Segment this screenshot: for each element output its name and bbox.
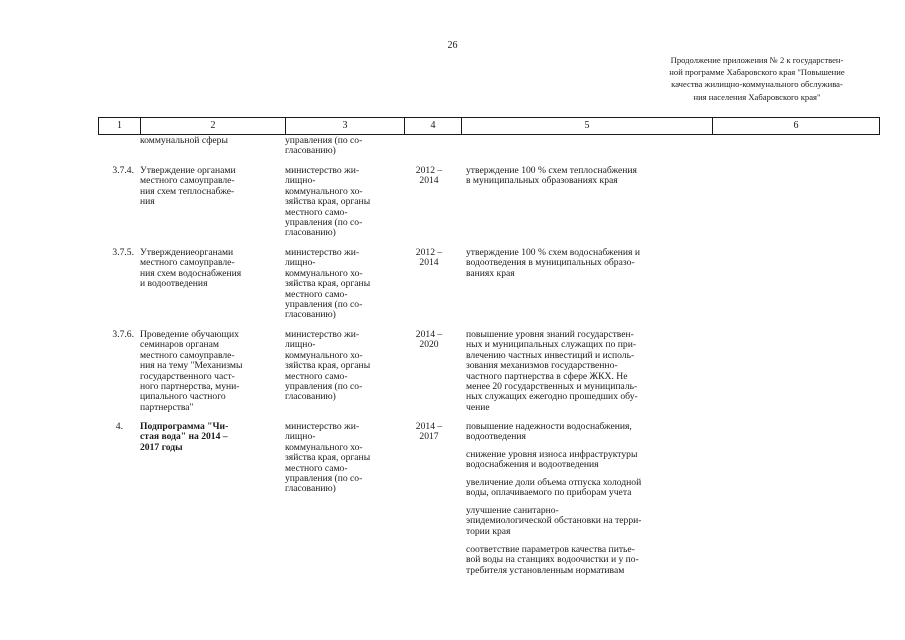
subprogram-title: Подпрограмма "Чи- стая вода" на 2014 – 2017 годы [140,421,229,453]
row-number: 3.7.6. [112,329,134,340]
column-header-2: 2 [141,118,286,135]
activity-executor: министерство жи- лищно- коммунального хо- зяйства края, органы местного само- управления (по со- гласованию) [285,247,371,321]
column-number-header [98,117,880,135]
activity-period: 2012 – 2014 [415,247,443,269]
column-header-5: 5 [462,118,713,135]
activity-result: утверждение 100 % схем теплоснабжения в муниципальных образованиях края [466,165,637,187]
activity-title: Проведение обучающих семинаров органам местного самоуправле- ния на тему "Механизмы государственного част- ного партнерства, муни- ципального частного партнерства" [140,329,243,413]
activity-executor: министерство жи- лищно- коммунального хо- зяйства края, органы местного само- управления (по со- гласованию) [285,329,371,403]
activity-executor: министерство жи- лищно- коммунального хо- зяйства края, органы местного само- управления (по со- гласованию) [285,165,371,239]
activity-period: 2014 – 2020 [415,329,443,351]
subprogram-result: соответствие параметров качества питье- вой воды на станциях водоочистки и у по- требителя установленным нормативам [466,544,639,576]
column-header-1: 1 [99,118,141,135]
row-number: 4. [115,421,123,432]
activity-title: Утверждениеорганами местного самоуправле- ния схем водоснабжения и водоотведения [140,247,242,290]
column-header-4: 4 [405,118,462,135]
column-header-3: 3 [286,118,405,135]
subprogram-result: увеличение доли объема отпуска холодной воды, оплачиваемого по приборам учета [466,477,642,499]
subprogram-result: повышение надежности водоснабжения, водоотведения [466,421,632,443]
activity-period: 2014 – 2017 [415,421,443,443]
continuation-title: коммунальной сферы [140,135,228,146]
column-header-6: 6 [713,118,880,135]
page-number: 26 [447,40,458,51]
subprogram-result: снижение уровня износа инфраструктуры водоснабжения и водоотведения [466,449,638,471]
appendix-continuation-note: Продолжение приложения № 2 к государствен- ной программе Хабаровского края "Повышение качества жилищно-коммунального обслужива- ния населения Хабаровского края" [669,55,845,102]
row-number: 3.7.4. [112,165,134,176]
activity-result: повышение уровня знаний государствен- ных и муниципальных служащих по при- влечению частных инвестиций и исполь- зования механизмов государственно- частного партнерства в сфере ЖКХ. Не менее 20 государственных и муниципаль- ных служащих ежегодно прошедших обу- чение [466,329,638,413]
activity-period: 2012 – 2014 [415,165,443,187]
subprogram-result: улучшение санитарно- эпидемиологической обстановки на терри- тории края [466,505,642,537]
row-number: 3.7.5. [112,247,134,258]
activity-executor: министерство жи- лищно- коммунального хо- зяйства края, органы местного само- управления (по со- гласованию) [285,421,371,495]
continuation-executor: управления (по со- гласованию) [285,135,363,157]
activity-title: Утверждение органами местного самоуправле- ния схем теплоснабже- ния [140,165,236,208]
activity-result: утверждение 100 % схем водоснабжения и водоотведения в муниципальных образо- ваниях края [466,247,640,279]
